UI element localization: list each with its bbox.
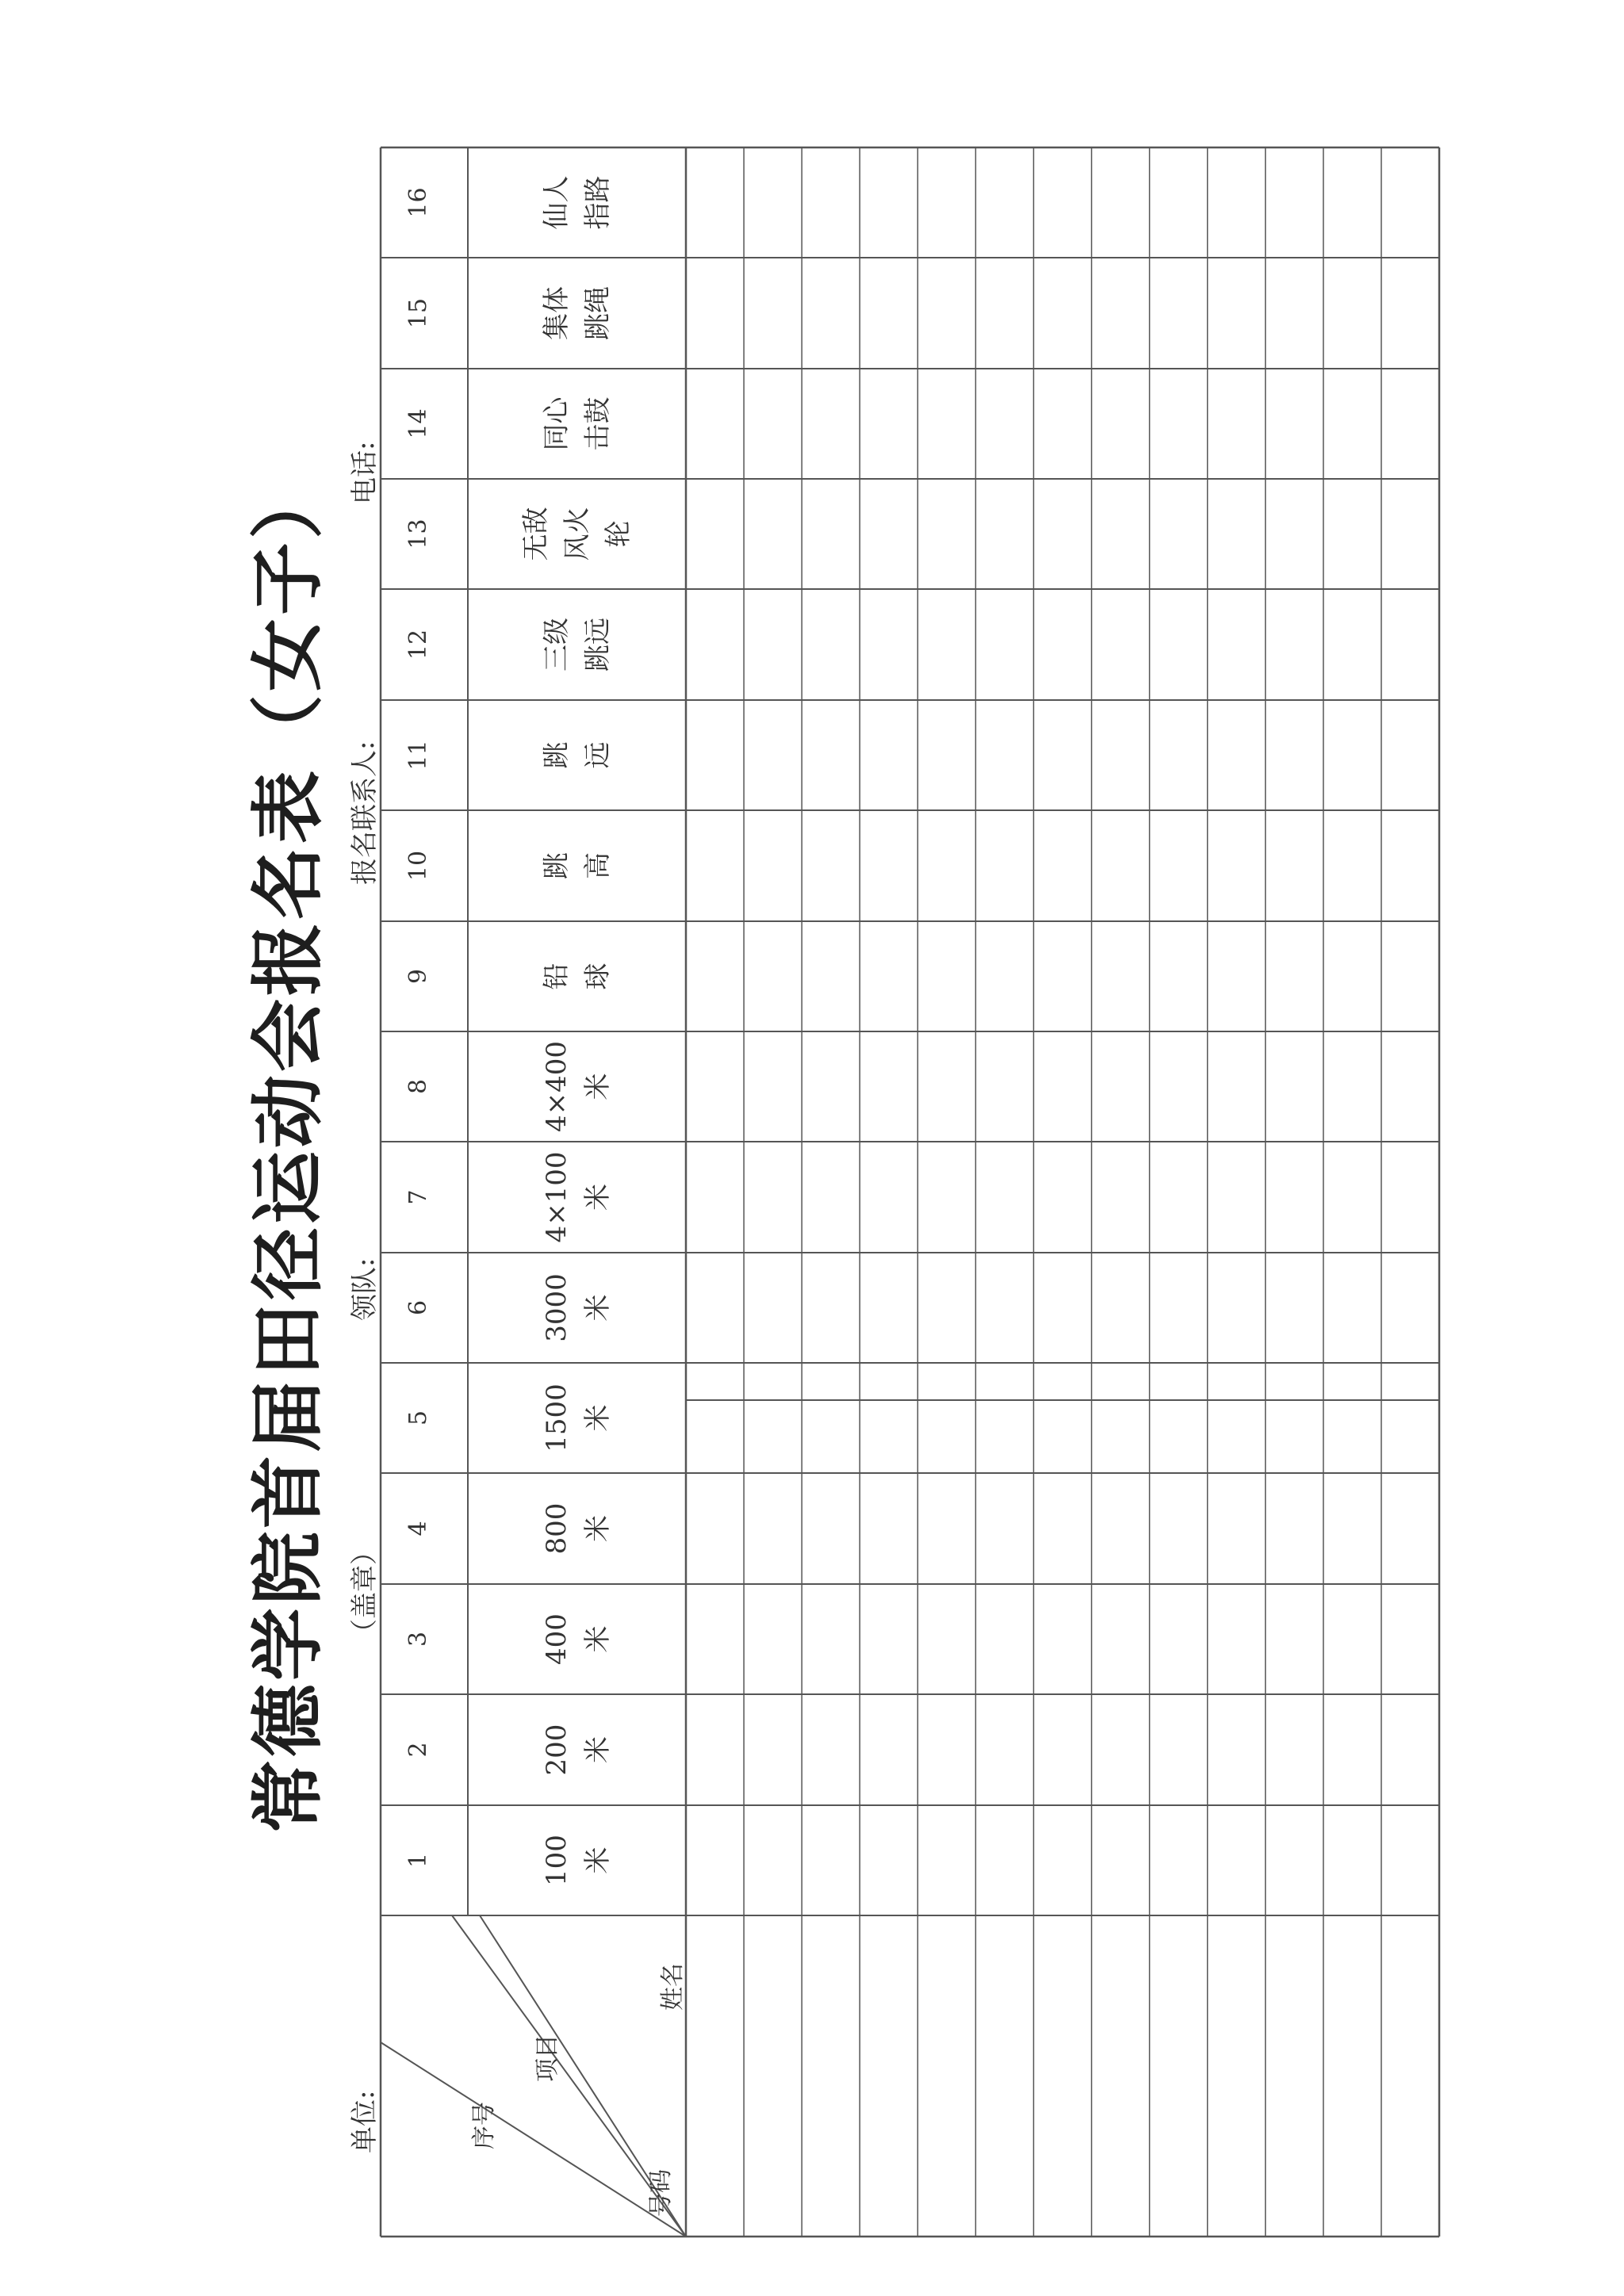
event-number: 3 [404,1631,432,1647]
corner-name-label: 姓名 [659,1963,687,2011]
event-name-line: 跳 [540,741,573,769]
event-name-line: 1500 [540,1383,573,1452]
event-number: 5 [404,1410,432,1426]
event-name-line: 三级 [540,618,573,672]
event-name-line: 同心 [540,396,573,451]
event-name [536,258,619,369]
event-name-line: 米 [581,1625,614,1653]
event-name-line: 轮 [602,520,634,548]
event-name-line: 200 [540,1724,573,1776]
event-name-line: 远 [581,741,614,769]
event-number: 11 [404,740,432,771]
event-name-line: 800 [540,1502,573,1555]
event-name [536,1473,619,1584]
corner-project-label: 项目 [534,2034,561,2082]
event-name [536,589,619,700]
event-name [536,700,619,810]
event-name-line: 无敌 [519,507,552,561]
event-name-line: 球 [581,962,614,990]
phone-label: 电话: [349,441,381,504]
event-name-line: 指路 [581,175,614,230]
event-number: 8 [404,1078,432,1095]
event-name [536,1694,619,1805]
event-name-line: 米 [581,1736,614,1763]
event-number: 12 [404,629,432,660]
event-name-line: 铅 [540,962,573,990]
event-number: 4 [404,1521,432,1536]
event-name-line: 3000 [540,1273,573,1342]
event-name-line: 集体 [540,286,573,340]
event-name [536,1253,619,1363]
event-name [536,1142,619,1253]
event-name [536,1363,619,1473]
corner-number-label: 号码 [647,2169,675,2217]
event-name-line: 米 [581,1073,614,1100]
leader-label: 领队: [349,1257,381,1321]
event-number: 10 [404,850,432,882]
event-name-line: 米 [581,1404,614,1432]
corner-seq-label: 序号 [470,2102,498,2149]
seal-label: （盖章） [349,1538,381,1646]
event-number: 1 [404,1852,432,1869]
event-name-line: 米 [581,1184,614,1211]
event-number: 2 [404,1742,432,1758]
event-name [536,1031,619,1142]
event-number: 14 [404,408,432,439]
event-name [536,1805,619,1915]
event-number: 7 [404,1189,432,1205]
event-number: 16 [404,187,432,218]
event-name [515,479,639,589]
event-number: 9 [404,968,432,985]
event-name-line: 风火 [561,507,593,561]
event-name-line: 击鼓 [581,396,614,451]
event-name-line: 400 [540,1613,573,1665]
contact-label: 报名联系人: [349,740,381,885]
event-number: 15 [404,297,432,329]
unit-label: 单位: [349,2090,381,2153]
event-number: 6 [404,1299,432,1316]
event-name-line: 100 [540,1835,573,1886]
event-name [536,810,619,921]
event-name [536,147,619,258]
event-name [536,369,619,479]
event-name-line: 4×400 [540,1041,573,1133]
event-name-line: 跳远 [581,618,614,672]
event-name-line: 米 [581,1515,614,1542]
page-title: 常德学院首届田径运动会报名表（女子） [245,463,331,1834]
event-name-line: 米 [581,1846,614,1874]
event-name-line: 跳 [540,852,573,879]
event-name-line: 仙人 [540,175,573,230]
event-name-line: 跳绳 [581,286,614,340]
event-number: 13 [404,519,432,549]
event-name-line: 4×100 [540,1151,573,1243]
event-name-line: 米 [581,1294,614,1322]
event-name [536,1584,619,1694]
event-name-line: 高 [581,852,614,879]
event-name [536,921,619,1031]
